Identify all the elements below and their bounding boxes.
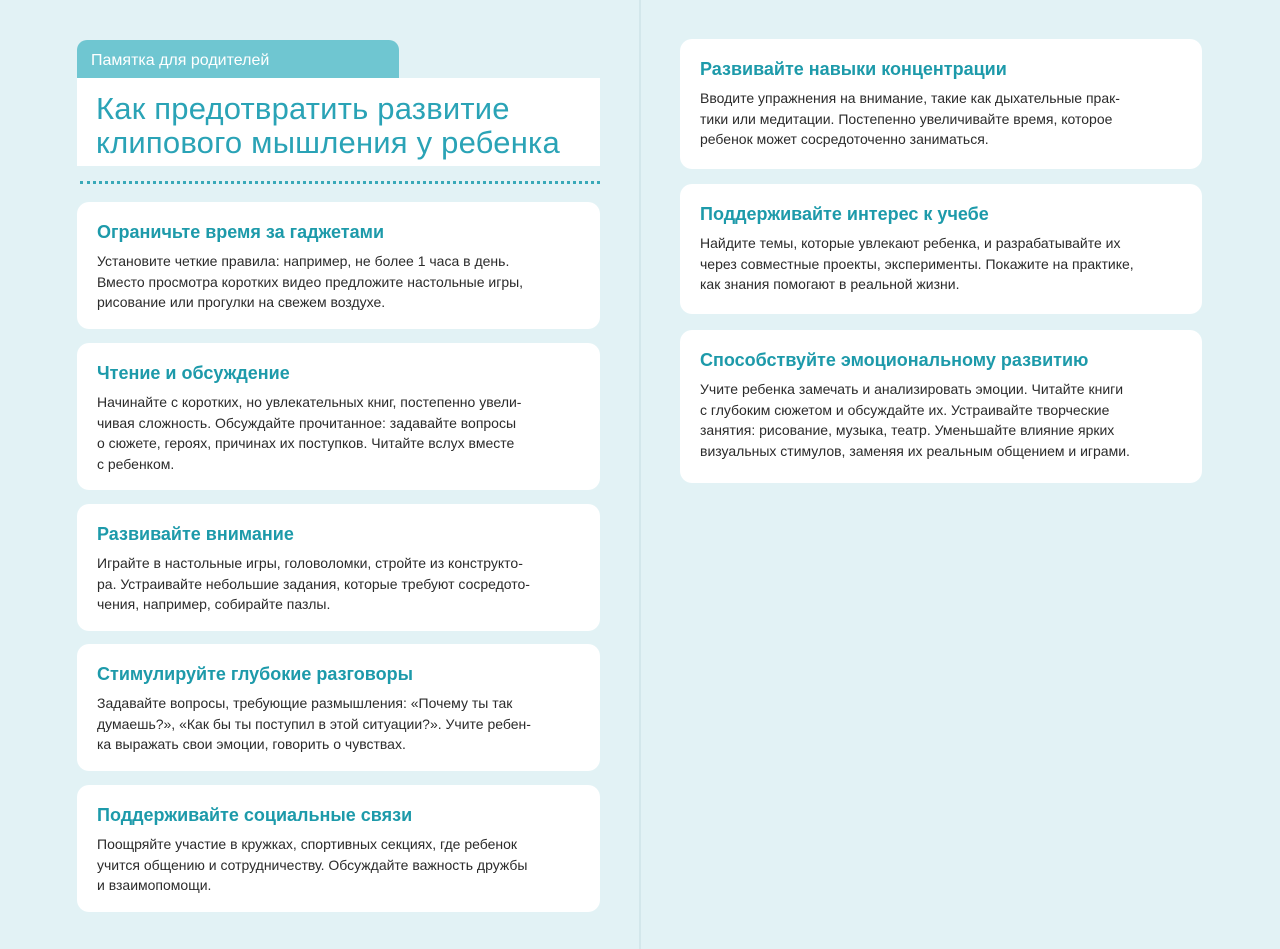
tip-card-text-line: с ребенком. [97, 455, 175, 472]
tip-card-text-line: тики или медитации. Постепенно увеличивайте время, которое [700, 110, 1113, 127]
tip-card-text-line: учится общению и сотрудничеству. Обсуждайте важность дружбы [97, 856, 528, 873]
tip-card-title: Чтение и обсуждение [97, 363, 290, 383]
tip-card-text-line: ка выражать свои эмоции, говорить о чувствах. [97, 736, 406, 752]
dotted-divider [80, 181, 600, 184]
tip-card-text-line: с глубоким сюжетом и обсуждайте их. Устраивайте творческие [700, 401, 1110, 418]
tip-card-text-line: Поощряйте участие в кружках, спортивных секциях, где ребенок [97, 836, 518, 852]
page-title [77, 78, 600, 166]
tip-card-title: Развивайте внимание [97, 524, 294, 544]
tip-card-text-line: чивая сложность. Обсуждайте прочитанное: задавайте вопросы [97, 414, 517, 431]
tip-card-reading [77, 343, 600, 490]
tip-card-text-line: Начинайте с коротких, но увлекательных книг, постепенно увели- [97, 394, 522, 410]
tip-card-title: Стимулируйте глубокие разговоры [97, 664, 413, 684]
tip-card-text-line: ра. Устраивайте небольшие задания, которые требуют сосредото- [97, 575, 530, 592]
tip-card-emotional [680, 330, 1202, 483]
tip-card-text-line: Задавайте вопросы, требующие размышления: «Почему ты так [97, 695, 513, 711]
tip-card-text-line: занятия: рисование, музыка, театр. Уменьшайте влияние ярких [700, 422, 1115, 438]
tip-card-conversations [77, 644, 600, 771]
tip-card-title: Способствуйте эмоциональному развитию [700, 350, 1089, 370]
tip-card-text-line: Вводите упражнения на внимание, такие как дыхательные прак- [700, 90, 1120, 106]
tip-card-text-line: визуальных стимулов, заменяя их реальным общением и играми. [700, 442, 1130, 459]
tip-card-concentration [680, 39, 1202, 169]
tip-card-title: Поддерживайте социальные связи [97, 805, 413, 825]
tip-card-text-line: о сюжете, героях, причинах их поступков. Читайте вслух вместе [97, 435, 515, 451]
tip-card-text-line: Играйте в настольные игры, головоломки, стройте из конструкто- [97, 555, 523, 571]
tip-card-text-line: ребенок может сосредоточенно заниматься. [700, 131, 989, 147]
tip-card-title: Развивайте навыки концентрации [700, 59, 1007, 79]
tip-card-gadgets [77, 202, 600, 329]
page-title-line: клипового мышления у ребенка [96, 125, 560, 160]
header-tag: Памятка для родителей [77, 40, 399, 78]
tip-card-study-interest [680, 184, 1202, 314]
tip-card-title: Поддерживайте интерес к учебе [700, 204, 989, 224]
tip-card-text-line: Найдите темы, которые увлекают ребенка, и разрабатывайте их [700, 235, 1121, 251]
tip-card-social [77, 785, 600, 912]
tip-card-text-line: Учите ребенка замечать и анализировать эмоции. Читайте книги [700, 381, 1124, 397]
tip-card-text-line: и взаимопомощи. [97, 877, 212, 893]
page-title-line: Как предотвратить развитие [96, 91, 510, 126]
tip-card-attention [77, 504, 600, 631]
tip-card-title: Ограничьте время за гаджетами [97, 222, 385, 242]
tip-card-text-line: рисование или прогулки на свежем воздухе. [97, 294, 386, 310]
tip-card-text-line: думаешь?», «Как бы ты поступил в этой ситуации?». Учите ребен- [97, 715, 531, 732]
tip-card-text-line: Вместо просмотра коротких видео предложите настольные игры, [97, 273, 524, 290]
tip-card-text-line: как знания помогают в реальной жизни. [700, 276, 960, 292]
tip-card-text-line: Установите четкие правила: например, не более 1 часа в день. [97, 253, 510, 269]
tip-card-text-line: чения, например, собирайте пазлы. [97, 596, 331, 612]
tip-card-text-line: через совместные проекты, эксперименты. Покажите на практике, [700, 255, 1134, 272]
